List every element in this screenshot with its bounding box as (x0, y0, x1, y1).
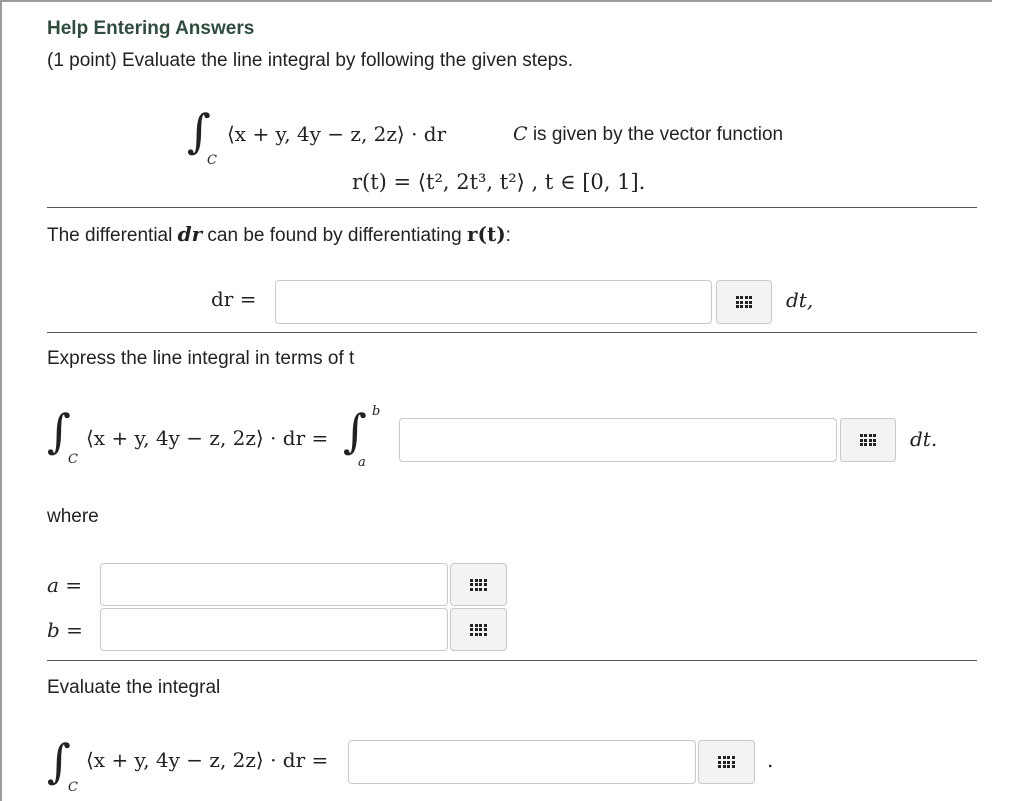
a-input[interactable] (100, 563, 448, 606)
grid-icon (860, 434, 877, 446)
part2-instruction: Express the line integral in terms of t (47, 348, 355, 369)
divider (47, 660, 977, 661)
grid-icon (470, 579, 487, 591)
part1-instruction-rt: r(t) (466, 222, 506, 246)
part1-instruction (47, 222, 511, 247)
dr-input[interactable] (275, 280, 712, 324)
frame-top-border (0, 0, 992, 2)
problem-integrand: ⟨x + y, 4y − z, 2z⟩ · dr (227, 122, 447, 146)
integrand-suffix: dt. (910, 427, 938, 451)
b-label: b = (47, 618, 83, 642)
grid-icon (718, 756, 735, 768)
b-equation-editor-button[interactable] (450, 608, 507, 651)
grid-icon (470, 624, 487, 636)
problem-statement: (1 point) Evaluate the line integral by following the given steps. (47, 50, 573, 71)
divider (47, 332, 977, 333)
lower-limit: a (358, 455, 366, 470)
curve-description (513, 123, 783, 146)
part1-instruction-prefix: The differential (47, 225, 178, 246)
a-label: a = (47, 573, 83, 597)
integral-sign: ∫ (47, 734, 71, 788)
grid-icon (736, 296, 753, 308)
integral-sign: ∫ (47, 404, 71, 458)
integral-subscript: C (68, 452, 78, 467)
upper-limit: b (372, 404, 381, 419)
integral-sign: ∫ (187, 104, 211, 158)
b-input[interactable] (100, 608, 448, 651)
part2-lhs: ⟨x + y, 4y − z, 2z⟩ · dr = (86, 426, 329, 450)
dr-equation-editor-button[interactable] (716, 280, 772, 324)
dr-suffix: dt, (786, 288, 814, 312)
part4-lhs: ⟨x + y, 4y − z, 2z⟩ · dr = (86, 748, 329, 772)
integrand-t-input[interactable] (399, 418, 837, 462)
integral-value-equation-editor-button[interactable] (698, 740, 755, 784)
dr-label: dr = (211, 287, 257, 311)
divider (47, 207, 977, 208)
definite-integral-sign: ∫ (343, 404, 367, 458)
frame-left-border (0, 0, 2, 801)
final-period: . (767, 748, 774, 772)
curve-description-text: is given by the vector function (527, 124, 784, 145)
part1-instruction-suffix: : (505, 225, 511, 246)
part1-instruction-middle: can be found by differentiating (202, 225, 467, 246)
integral-subscript: C (68, 780, 78, 795)
integral-value-input[interactable] (348, 740, 696, 784)
part1-instruction-dr: dr (177, 222, 203, 246)
curve-symbol: C (513, 123, 528, 145)
part4-instruction: Evaluate the integral (47, 677, 221, 698)
a-equation-editor-button[interactable] (450, 563, 507, 606)
integral-subscript: C (207, 153, 217, 168)
where-label: where (47, 506, 99, 527)
help-entering-answers-link[interactable]: Help Entering Answers (47, 18, 255, 39)
integrand-equation-editor-button[interactable] (840, 418, 896, 462)
vector-function: r(t) = ⟨t², 2t³, t²⟩ , t ∈ [0, 1]. (352, 170, 646, 194)
